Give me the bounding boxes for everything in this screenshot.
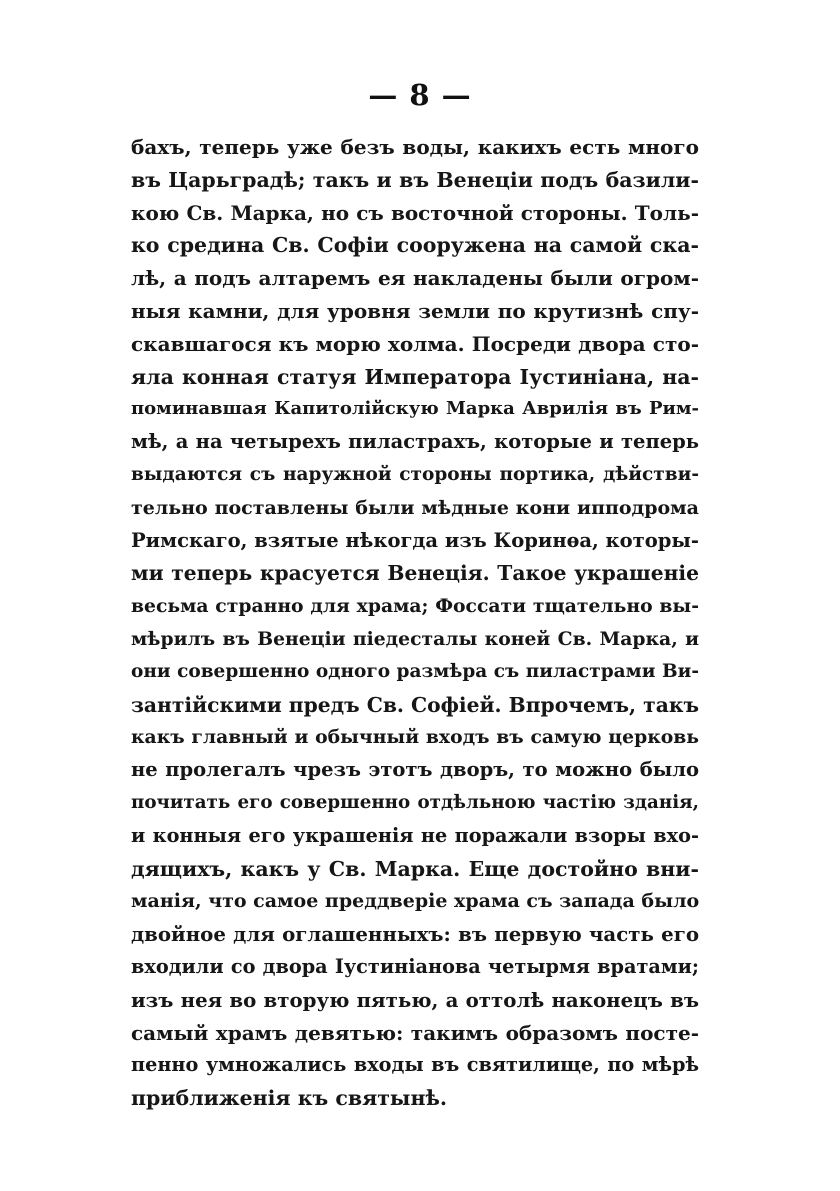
text-line: мѣрилъ въ Венеціи піедесталы коней Св. Марка, и	[131, 627, 699, 650]
text-line: кою Св. Марка, но съ восточной стороны. Толь-	[131, 200, 699, 225]
text-line: скавшагося къ морю холма. Посреди двора сто-	[131, 331, 699, 356]
body-text	[131, 131, 699, 1115]
text-line: ко средина Св. Софіи сооружена на самой ска-	[131, 233, 699, 258]
text-line: мѣ, а на четырехъ пиластрахъ, которые и теперь	[131, 430, 699, 454]
text-line: входили со двора Іустиніанова четырмя вратами;	[131, 954, 699, 978]
text-line: выдаются съ наружной стороны портика, дѣйстви-	[131, 463, 699, 485]
text-line: почитать его совершенно отдѣльною частію зданія,	[131, 791, 699, 813]
text-line: лѣ, а подъ алтаремъ ея накладены были огром-	[131, 266, 699, 291]
text-line: весьма странно для храма; Фоссати тщательно вы-	[131, 595, 699, 618]
text-line: манія, что самое преддверіе храма съ запада было	[131, 890, 700, 913]
text-line: тельно поставлены были мѣдные кони ипподрома	[131, 496, 699, 519]
text-line: двойное для оглашенныхъ: въ первую часть его	[131, 922, 699, 947]
text-line: яла конная статуя Императора Іустиніана, на-	[131, 364, 699, 389]
page-number: — 8 —	[368, 78, 472, 112]
text-line: и конныя его украшенія не поражали взоры вхо-	[131, 823, 699, 847]
text-line: какъ главный и обычный входъ въ самую церковь	[131, 726, 699, 749]
text-line: зантійскими предъ Св. Софіей. Впрочемъ, такъ	[131, 692, 699, 717]
text-line: поминавшая Капитолійскую Марка Аврилія въ Рим-	[131, 398, 699, 420]
text-line-last: приближенія къ святынѣ.	[131, 1086, 448, 1111]
text-line: изъ нея во вторую пятью, а оттолѣ наконецъ въ	[131, 987, 699, 1012]
text-line: ныя камни, для уровня земли по крутизнѣ спу-	[131, 298, 699, 323]
text-line: ми теперь красуется Венеція. Такое украшеніе	[131, 561, 699, 586]
text-line: Римскаго, взятые нѣкогда изъ Коринѳа, которы-	[131, 528, 700, 552]
text-line: въ Царьградѣ; такъ и въ Венеціи подъ базили-	[131, 167, 699, 192]
text-line: они совершенно одного размѣра съ пиластрами Ви-	[131, 660, 699, 682]
text-line: самый храмъ девятью: такимъ образомъ посте-	[131, 1020, 699, 1045]
text-line: не пролегалъ чрезъ этотъ дворъ, то можно было	[131, 758, 699, 782]
text-line: пенно умножались входы въ святилище, по мѣрѣ	[131, 1053, 699, 1077]
text-line: дящихъ, какъ у Св. Марка. Еще достойно вни-	[131, 856, 699, 881]
text-line: бахъ, теперь уже безъ воды, какихъ есть много	[131, 135, 699, 159]
